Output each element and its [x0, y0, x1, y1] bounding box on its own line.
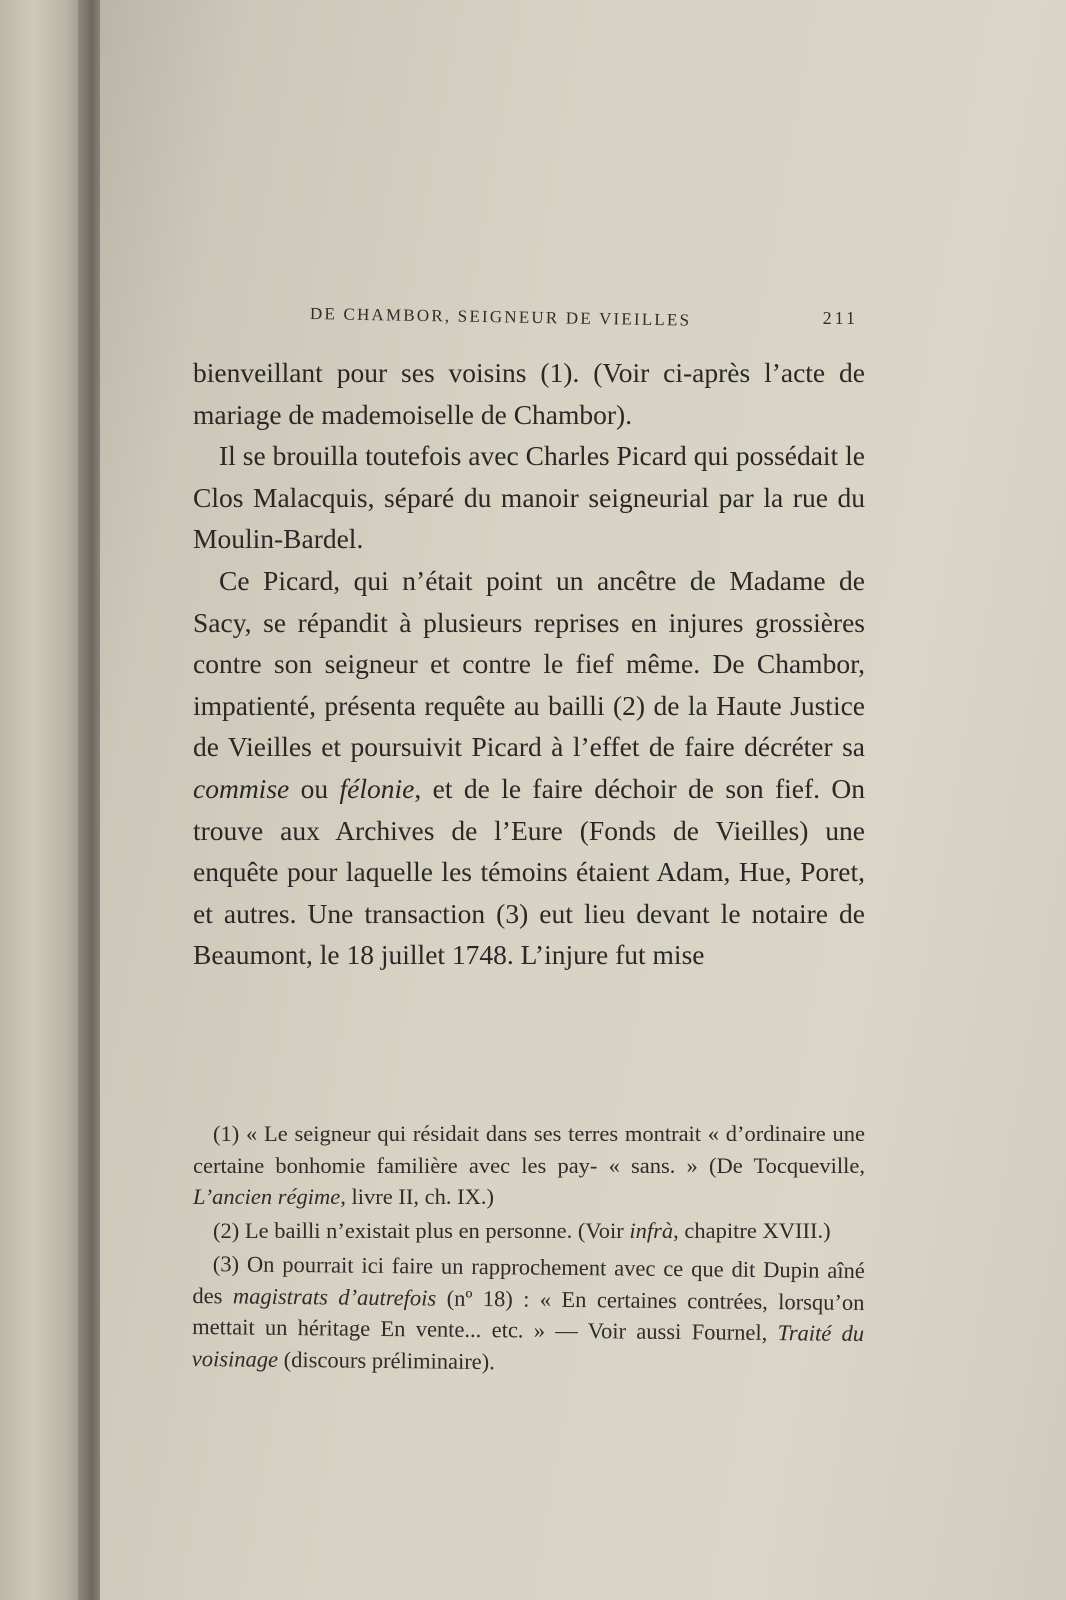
- footnote-2: [193, 1215, 865, 1247]
- italic-felonie: félonie: [339, 772, 415, 804]
- main-text: [193, 352, 865, 976]
- footnote-1-title: L’ancien régime: [193, 1184, 341, 1209]
- page-header: [310, 304, 858, 334]
- footnote-3-tail: (discours préliminaire).: [283, 1346, 496, 1374]
- footnote-3-mid: (nº 18) : « En certaines contrées, lorsqu’on mettait un héritage En vente... etc. » — Voir aussi Fournel,: [192, 1285, 865, 1346]
- footnote-2-text: (2) Le bailli n’existait plus en personne. (Voir: [213, 1217, 624, 1243]
- footnote-2-tail: , chapitre XVIII.): [673, 1217, 831, 1243]
- paragraph-1: [193, 352, 865, 435]
- paragraph-2: [193, 435, 865, 560]
- footnotes: [193, 1118, 865, 1376]
- paragraph-3: [193, 560, 865, 976]
- page-number: 211: [822, 308, 858, 328]
- footnote-3-title: magistrats d’autrefois: [232, 1282, 437, 1311]
- italic-commise: commise: [193, 772, 290, 804]
- footnote-1-text: (1) « Le seigneur qui résidait dans ses terres montrait « d’ordinaire une certaine bonhomie familière avec les pay- « sans. » (De Tocqueville,: [193, 1121, 865, 1178]
- paragraph-3-tail: , et de le faire déchoir de son fief. On trouve aux Archives de l’Eure (Fonds de Vieilles) une enquête pour laquelle les témoins étaient Adam, Hue, Poret, et autres. Une transaction (3) eut lieu devant le notaire de Beaumont, le 18 juillet 1748. L’injure fut mise: [193, 772, 866, 971]
- footnote-3: [192, 1248, 865, 1381]
- running-head: DE CHAMBOR, SEIGNEUR DE VIEILLES: [309, 304, 692, 330]
- footnote-2-italic: infrà: [629, 1217, 674, 1243]
- paragraph-1-text: bienveillant pour ses voisins (1). (Voir ci-après l’acte de mariage de mademoiselle de Chambor).: [193, 357, 865, 430]
- paragraph-2-text: Il se brouilla toutefois avec Charles Picard qui possédait le Clos Malacquis, séparé du manoir seigneurial par la rue du Moulin-Bardel.: [193, 440, 865, 555]
- footnote-3-title-2: Traité du voisinage: [191, 1320, 865, 1372]
- paragraph-3-text: Ce Picard, qui n’était point un ancêtre de Madame de Sacy, se répandit à plusieurs reprises en injures grossières contre son seigneur et contre le fief même. De Chambor, impatienté, présenta requête au bailli (2) de la Haute Justice de Vieilles et poursuivit Picard à l’effet de faire décréter sa: [193, 564, 865, 763]
- paragraph-3-mid: ou: [300, 772, 329, 804]
- footnote-1: [193, 1118, 865, 1213]
- footnote-1-tail: , livre II, ch. IX.): [340, 1184, 494, 1209]
- footnote-3-text: (3) On pourrait ici faire un rapprochement avec ce que dit Dupin aîné des: [192, 1251, 865, 1308]
